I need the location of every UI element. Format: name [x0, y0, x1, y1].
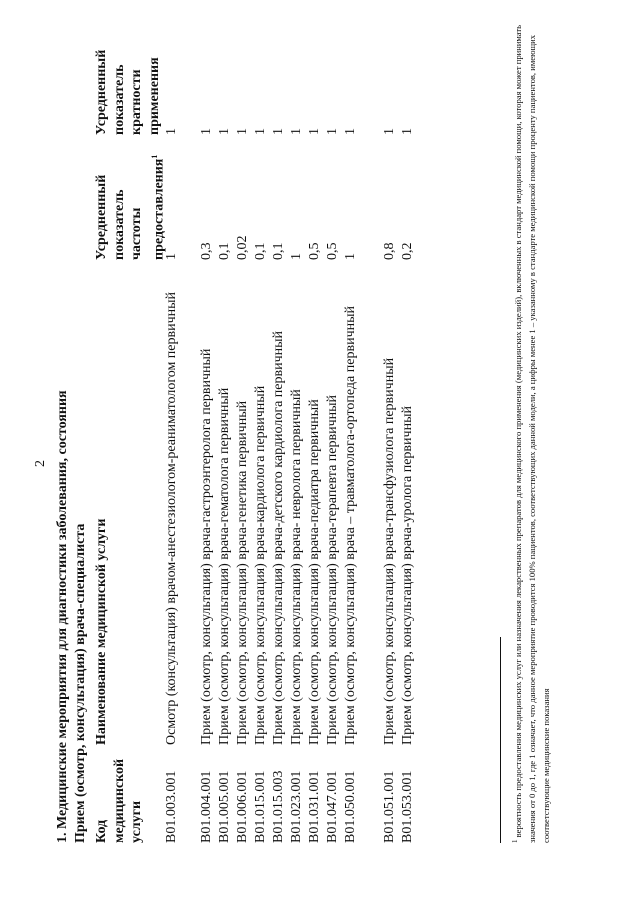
row-name: Прием (осмотр, консультация) врача-трансфузиолога первичный [382, 357, 397, 745]
row-multiplicity: 1 [253, 128, 268, 135]
row-name: Прием (осмотр, консультация) врача- невролога первичный [289, 389, 304, 745]
row-frequency: 0,1 [271, 242, 286, 260]
row-frequency: 0,5 [325, 242, 340, 260]
row-multiplicity: 1 [307, 128, 322, 135]
row-name: Прием (осмотр, консультация) врача-терапевта первичный [325, 394, 340, 745]
row-name: Прием (осмотр, консультация) врача-детского кардиолога первичный [271, 330, 286, 745]
page-number: 2 [33, 460, 48, 467]
row-frequency: 0,8 [382, 242, 397, 260]
row-code: B01.004.001 [199, 770, 214, 843]
header-frequency [93, 145, 168, 260]
row-code: B01.031.001 [307, 770, 322, 843]
row-multiplicity: 1 [199, 128, 214, 135]
section-title: 1. Медицинские мероприятия для диагностики заболевания, состояния [55, 390, 70, 843]
footnote [508, 8, 553, 843]
row-multiplicity: 1 [289, 128, 304, 135]
row-frequency: 1 [164, 253, 179, 260]
row-multiplicity: 1 [235, 128, 250, 135]
row-code: B01.051.001 [382, 770, 397, 843]
row-name: Прием (осмотр, консультация) врача-гастроэнтеролога первичный [199, 348, 214, 745]
row-name: Прием (осмотр, консультация) врача-педиатра первичный [307, 399, 322, 745]
row-multiplicity: 1 [400, 128, 415, 135]
row-multiplicity: 1 [325, 128, 340, 135]
header-multiplicity: Усредненный показатель кратности применения [94, 49, 162, 135]
row-frequency: 1 [289, 253, 304, 260]
row-name: Прием (осмотр, консультация) врача-гематолога первичный [217, 387, 232, 745]
footnote-text: вероятность предоставления медицинских услуг или назначения лекарственных препаратов для медицинского применения (медицинских изделий), включенных в стандарт медицинской помощи, которая может принимать значения от 0 до 1, где 1 означает, что данное мероприятие проводится 100% пациентов, соответствующих данной модели, а цифры менее 1 – указанному в стандарте медицинской помощи проценту пациентов, имеющих соответствующие медицинские показания [512, 24, 551, 843]
row-code: B01.047.001 [325, 770, 340, 843]
row-frequency: 0,3 [199, 242, 214, 260]
footnote-divider [500, 637, 501, 843]
row-code: B01.003.001 [164, 770, 179, 843]
row-multiplicity: 1 [217, 128, 232, 135]
row-name: Прием (осмотр, консультация) врача-генетика первичный [235, 400, 250, 745]
footnote-marker: 1 [511, 839, 519, 843]
row-code: B01.015.001 [253, 770, 268, 843]
row-code: B01.015.003 [271, 770, 286, 843]
row-frequency: 0,5 [307, 242, 322, 260]
row-name: Прием (осмотр, консультация) врача – травматолога-ортопеда первичный [343, 306, 358, 745]
row-frequency: 0,2 [400, 242, 415, 260]
row-multiplicity: 1 [382, 128, 397, 135]
header-code: Код медицинской услуги [94, 758, 144, 843]
row-multiplicity: 1 [343, 128, 358, 135]
row-frequency: 0,02 [235, 235, 250, 260]
row-frequency: 0,1 [217, 242, 232, 260]
header-name: Наименование медицинской услуги [94, 518, 109, 745]
row-code: B01.005.001 [217, 770, 232, 843]
row-code: B01.023.001 [289, 770, 304, 843]
row-code: B01.006.001 [235, 770, 250, 843]
row-frequency: 0,1 [253, 242, 268, 260]
row-name: Осмотр (консультация) врачом-анестезиологом-реаниматологом первичный [164, 291, 179, 745]
row-name: Прием (осмотр, консультация) врача-уролога первичный [400, 406, 415, 745]
subsection-title: Прием (осмотр, консультация) врача-специалиста [73, 523, 88, 843]
row-name: Прием (осмотр, консультация) врача-кардиолога первичный [253, 385, 268, 745]
header-frequency-footnote-marker: 1 [149, 154, 159, 159]
row-code: B01.050.001 [343, 770, 358, 843]
row-frequency: 1 [343, 253, 358, 260]
header-frequency-label: Усредненный показатель частоты предоставления [94, 158, 167, 260]
row-multiplicity: 1 [271, 128, 286, 135]
row-multiplicity: 1 [164, 128, 179, 135]
row-code: B01.053.001 [400, 770, 415, 843]
